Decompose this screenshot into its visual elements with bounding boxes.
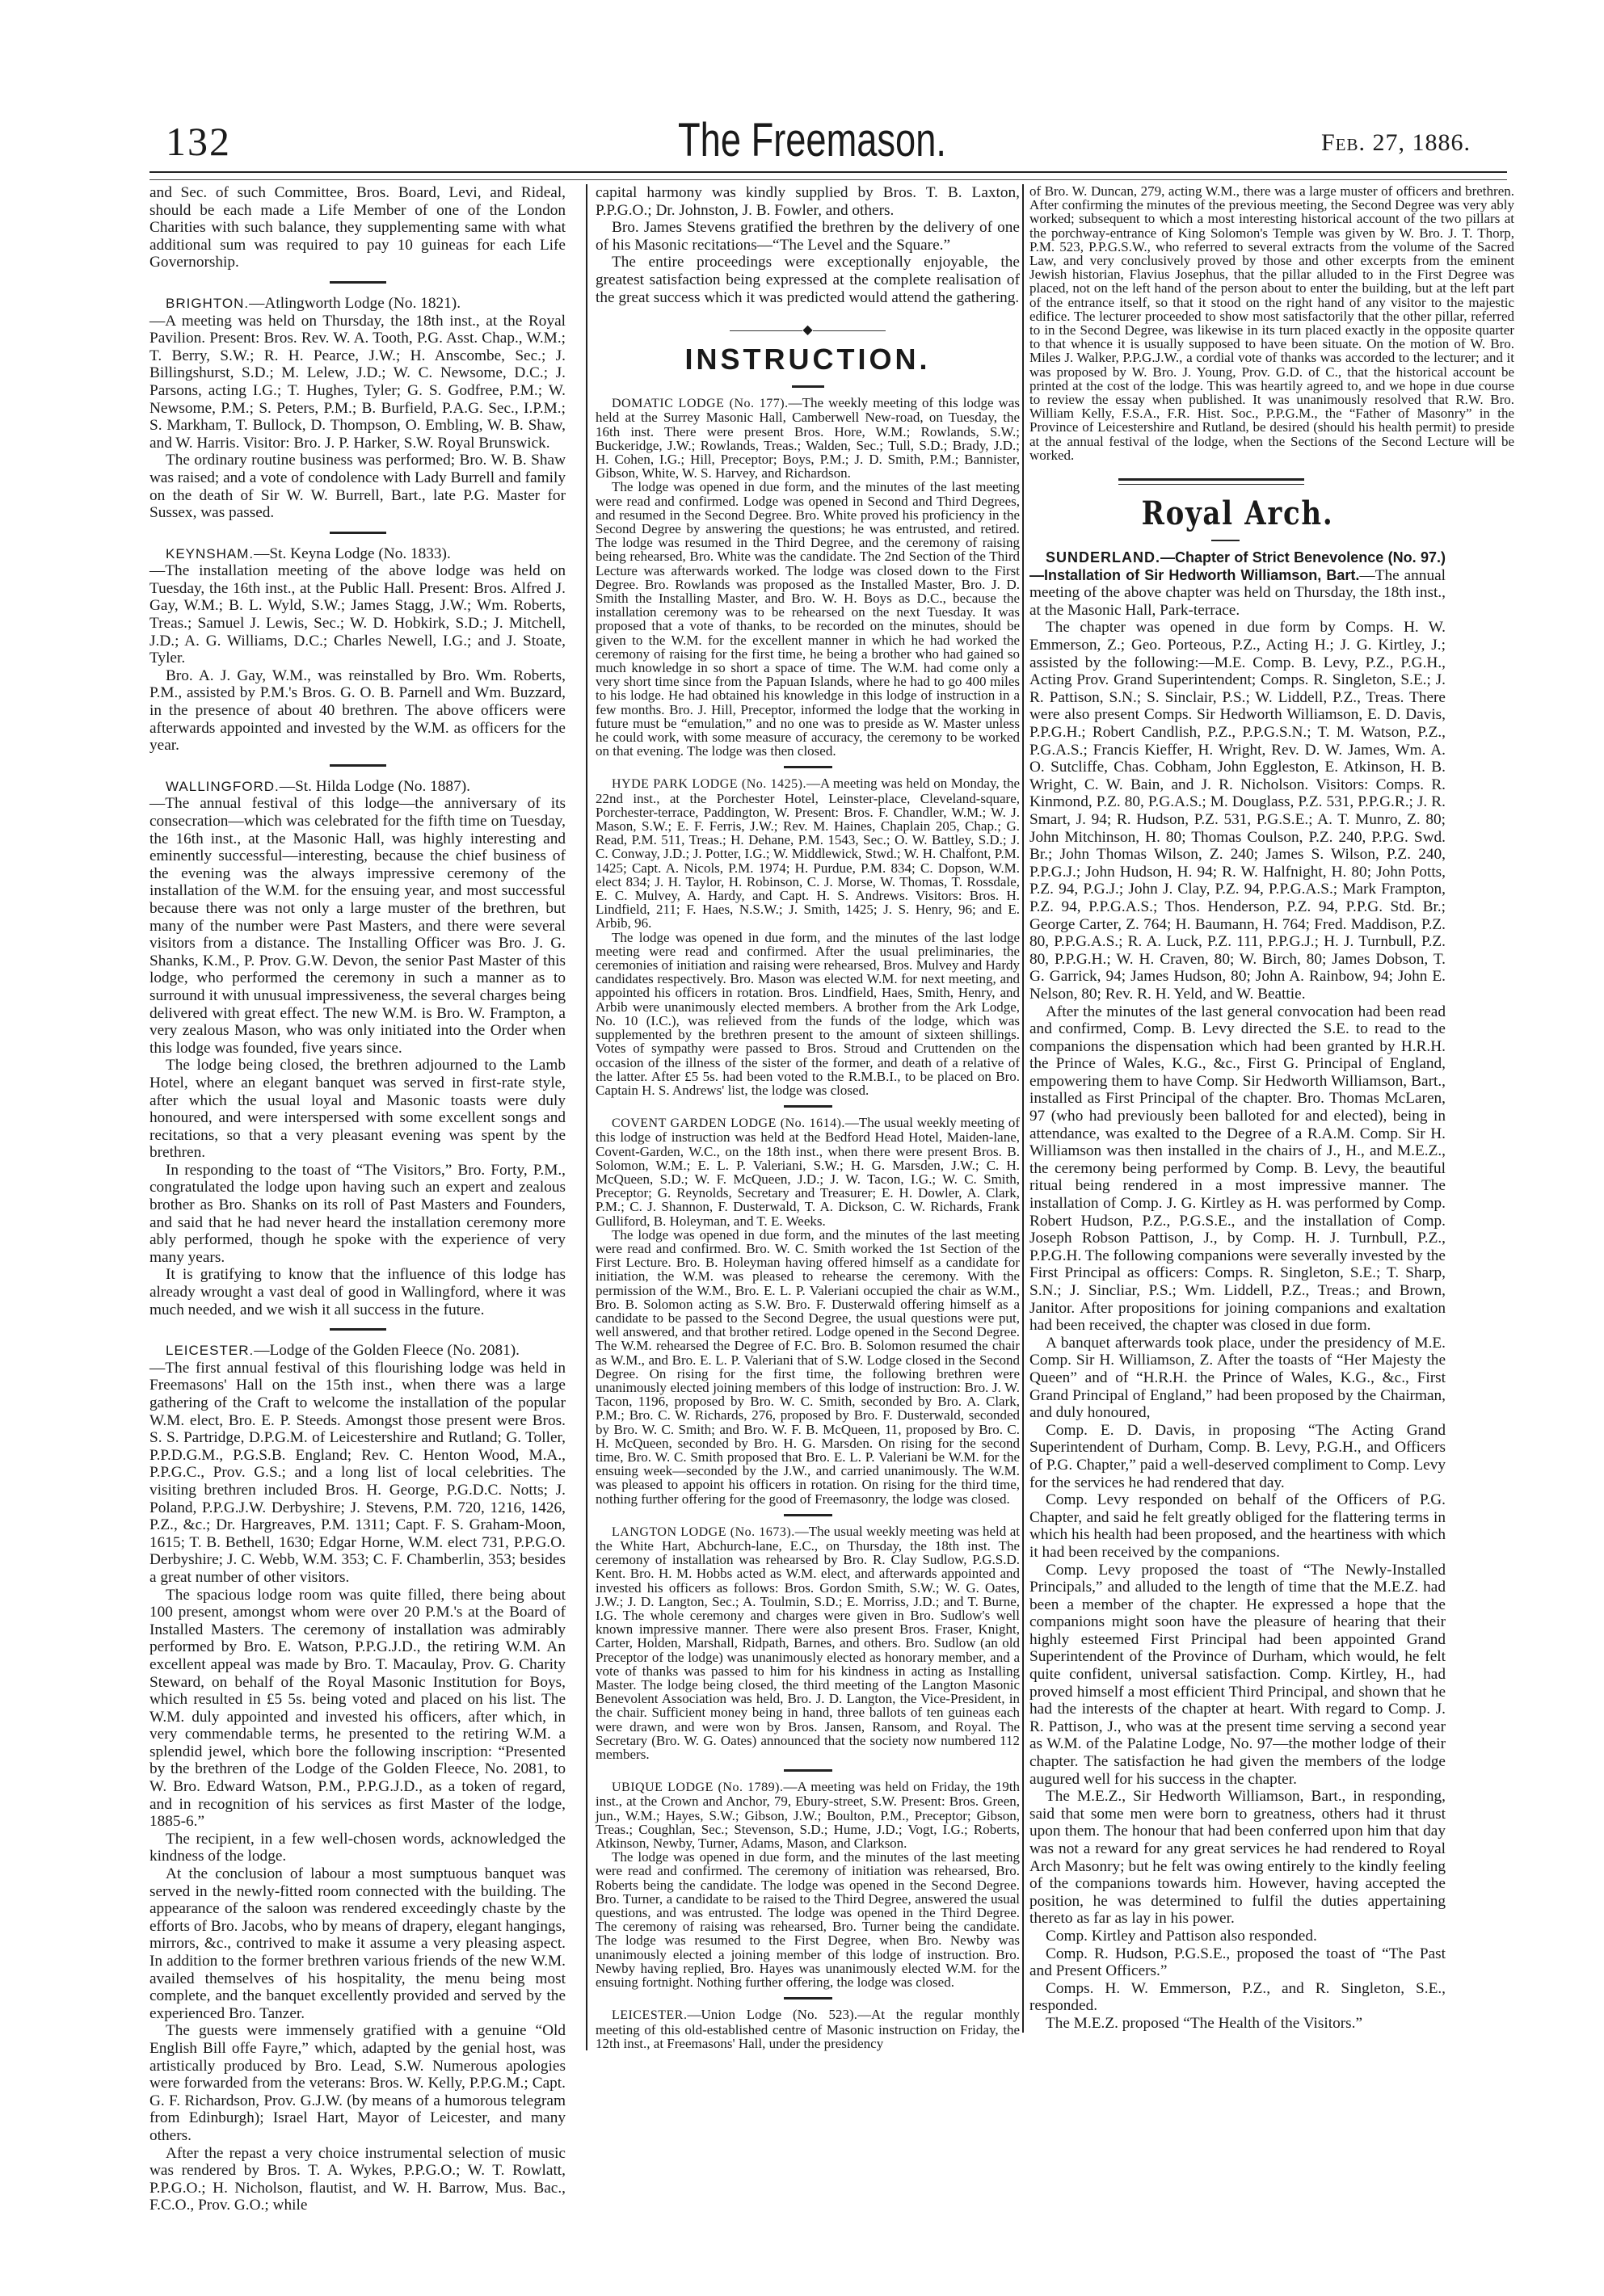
lodge-name: DOMATIC LODGE (No. 177). xyxy=(612,397,789,411)
article-paragraph: Comps. H. W. Emmerson, P.Z., and R. Singleton, S.E., responded. xyxy=(1029,1979,1446,2015)
article-text: —The usual weekly meeting of this lodge of instruction was held at the Bedford Head Hotel, Maiden-lane, Covent-Garden, W.C., on the 18th inst., when there were present Bros. B. Solomon, W.M.; E. L. P. Valeriani, S.W.; H. G. Marsden, J.W.; C. H. McQueen, S.D.; W. F. McQueen, J.D.; J. W. Tacon, I.G.; W. C. Smith, Preceptor; G. Reynolds, Secretary and Treasurer; E. H. Dowler, A. Clark, P.M.; C. J. Shannon, F. Dusterwald, T. A. Dickson, C. W. Richards, Frank Gulliford, B. Holeyman, and T. E. Weeks. xyxy=(596,1115,1020,1229)
article-text: —The usual weekly meeting was held at the White Hart, Abchurch-lane, E.C., on Thursday, the 18th inst. The ceremony of installation was rehearsed by Bro. R. Clay Sudlow, P.G.S.D. Kent. Bro. H. M. Hobbs acted as W.M. elect, and afterwards appointed and invested his officers as follows: Bros. Gordon Smith, S.W.; W. G. Oates, J.W.; J. D. Langton, Sec.; A. Toulmin, S.D.; E. Morriss, J.D.; and T. Burne, I.G. The whole ceremony and charges were given in Bro. Sudlow's well known impressive manner. There were also present Bros. Fraser, Knight, Carter, Holden, Marshall, Ridpath, Barnes, and others. Bro. Sudlow (an old Preceptor of the lodge) was unanimously elected as honorary member, and a vote of thanks was passed to him for his kindness in acting as Installing Master. The lodge being closed, the third meeting of the Langton Masonic Benevolent Association was held, Bro. J. D. Langton, the Vice-President, in the chair. Sufficient money being in hand, three ballots of ten guineas each were drawn, and were won by Bros. Jansen, Ransom, and Royal. The Secretary (Bro. W. G. Oates) announced that the society now numbered 112 members. xyxy=(596,1523,1021,1763)
article-paragraph: —The installation meeting of the above lodge was held on Tuesday, the 16th inst., at the Public Hall. Present: Bros. Alfred J. Gay, W.M.; B. L. Wyld, S.W.; James Stagg, J.W.; Wm. Roberts, Treas.; Samuel J. Lewis, Sec.; W. D. Hobkirk, S.D.; J. Mitchell, J.D.; A. G. Williams, D.C.; Charles Newell, I.G.; and J. Stoate, Tyler. xyxy=(149,562,566,667)
article-keynsham xyxy=(149,545,566,755)
article-domatic-lodge xyxy=(596,396,1020,758)
article-paragraph: The recipient, in a few well-chosen words, acknowledged the kindness of the lodge. xyxy=(149,1830,566,1865)
masthead xyxy=(121,113,1503,166)
article-text: —A meeting was held on Monday, the 22nd inst., at the Porchester Hotel, Leinster-place, Cleveland-square, Porchester-terrace, Paddington, W. Present: Bros. F. Chandler, W.M.; W. J. Mason, S.W.; E. F. Ferris, J.W.; Rev. M. Haines, Chaplain 205, Chap.; G. Read, P.M. 511, Treas.; H. Dehane, P.M. 1543, Sec.; O. W. Battley, S.D.; J. C. Conway, J.D.; J. Potter, I.G.; W. Middlewick, Stwd.; W. H. Chalfont, P.M. 1425; Capt. A. Nicols, P.M. 1974; H. Purdue, P.M. 834; C. Dopson, W.M. elect 834; J. H. Taylor, H. Robinson, C. J. Morse, W. Thomas, T. Rossdale, E. C. Mulvey, A. Hardy, and Capt. H. S. Andrews. Visitors: Bros. H. Lindfield, 211; F. Haes, N.S.W.; J. Smith, 1425; J. S. Henry, 96; and E. Arbib, 96. xyxy=(596,776,1020,931)
masthead-rule-thin xyxy=(149,179,1507,180)
article-covent-garden-lodge xyxy=(596,1116,1020,1506)
article-leicester xyxy=(149,1342,566,2214)
lodge-name: UBIQUE LODGE (No. 1789). xyxy=(612,1781,784,1795)
separator-rule xyxy=(784,1769,832,1772)
article-paragraph xyxy=(596,1780,1020,1850)
place-name: SUNDERLAND. xyxy=(1046,549,1161,566)
article-text: —Union Lodge (No. 523).—At the regular monthly meeting of this old-established centre of Masonic instruction on Friday, the 12th inst., at Freemasons' Hall, under the presidency xyxy=(596,2007,1020,2051)
place-name: KEYNSHAM. xyxy=(166,545,255,561)
article-paragraph: —A meeting was held on Thursday, the 18th inst., at the Royal Pavilion. Present: Bros. Rev. W. A. Tooth, P.G. Asst. Chap., W.M.; T. Berry, S.W.; R. H. Pearce, J.W.; H. Anscombe, Sec.; J. Billingshurst, S.D.; M. Lelew, J.D.; W. C. Newsome, D.C.; J. Parsons, acting I.G.; T. Hughes, Tyler; G. S. Godfree, P.M.; W. Newsome, P.M.; S. Peters, P.M.; B. Burfield, P.A.G. Sec., I.P.M.; S. Markham, T. Bullock, D. Thompson, O. Embling, W. B. Shaw, and W. Harris. Visitor: Bro. J. P. Harker, S.W. Royal Brunswick. xyxy=(149,312,566,452)
article-paragraph: The lodge was opened in due form, and the minutes of the last meeting were read and confirmed. Bro. W. C. Smith worked the 1st Section of the First Lecture. Bro. B. Holeyman having offered himself as a candidate for initiation, the W.M. was pleased to rehearse the ceremony. With the permission of the W.M., Bro. E. L. P. Valeriani occupied the chair as W.M., Bro. B. Solomon acting as S.W. Bro. F. Dusterwald offering himself as a candidate to be passed to the Second Degree, the usual questions were put, well answered, and that brother retired. Lodge opened in the Second Degree. The W.M. rehearsed the Degree of F.C. Bro. B. Solomon resumed the chair as W.M., and Bro. E. L. P. Valeriani that of S.W. Lodge closed in the Second Degree. On rising for the first time, the following brethren were unanimously elected joining members of this lodge of instruction: Bro. J. W. Tacon, 1196, proposed by Bro. W. C. Smith, seconded by Bro. A. Clark, P.M.; Bro. C. W. Richards, 276, proposed by Bro. F. Dusterwald, seconded by Bro. W. C. Smith; and Bro. W. F. B. McQueen, 11, proposed by Bro. C. H. McQueen, seconded by Bro. H. G. Marsden. On rising for the second time, Bro. W. C. Smith proposed that Bro. E. L. P. Valeriani be W.M. for the ensuing week—seconded by the J.W., and carried unanimously. The W.M. was pleased to appoint his officers in rotation. On rising for the third time, nothing further offering for the good of Freemasonry, the lodge was closed. xyxy=(596,1226,1020,1507)
article-paragraph xyxy=(596,396,1020,480)
article-paragraph: The lodge was opened in due form, and the minutes of the last lodge meeting were read and confirmed. After the usual preliminaries, the ceremonies of initiation and raising were rehearsed, Bros. Mulvey and Hardy candidates respectively. Bro. Mason was elected W.M. for next meeting, and appointed his officers in rotation. Bros. Lindfield, Haes, Smith, Henry, and Arbib were unanimously elected members. A brother from the Ark Lodge, No. 10 (I.C.), was relieved from the funds of the lodge, which was supplemented by the brethren present to the amount of sixteen shillings. Votes of sympathy were passed to Bros. Stroud and Cruttenden on the occasion of the illness of the sister of the former, and death of a relative of the latter. After £5 5s. had been voted to the R.M.B.I., to be placed on Bro. Captain H. S. Andrews' list, the lodge was closed. xyxy=(596,929,1020,1098)
chapter-name: —Chapter of Strict Benevolence (No. 97.)—Installation of Sir Hedworth Williamson, Bart. xyxy=(1029,549,1446,583)
separator-rule xyxy=(330,532,386,534)
place-name: WALLINGFORD. xyxy=(166,778,280,794)
article-paragraph: Comp. Levy proposed the toast of “The Newly-Installed Principals,” and alluded to the length of time that the M.E.Z. had been a member of the chapter. He expressed a hope that the companions might soon have the pleasure of hearing that their highly esteemed First Principal had been appointed Grand Superintendent of the Province of Durham, which would, he felt quite confident, universal satisfaction. Comp. Kirtley, H., had proved himself a most efficient Third Principal, and shown that he had the interests of the chapter at heart. With regard to Comp. J. R. Pattison, J., who was at the present time serving a second year as W.M. of the Palatine Lodge, No. 97—the mother lodge of their chapter. The satisfaction he had given the members of the lodge augured well for his success in the chapter. xyxy=(1029,1561,1446,1788)
article-paragraph xyxy=(596,776,1020,930)
article-paragraph: The spacious lodge room was quite filled, there being about 100 present, amongst whom were over 20 P.M.'s at the Board of Installed Masters. The ceremony of installation was admirably performed by Bro. E. Watson, P.P.G.J.D., the retiring W.M. An excellent appeal was made by Bro. T. Macaulay, Prov. G. Charity Steward, on behalf of the Royal Masonic Institution for Boys, which resulted in £5 5s. being voted and placed on his list. The W.M. duly appointed and invested his officers, after which, in very commendable terms, he presented to the retiring W.M. a splendid jewel, which bore the following inscription: “Presented by the brethren of the Lodge of the Golden Fleece, No. 2081, to W. Bro. Edward Watson, P.M., P.P.G.J.D., as a token of regard, and in recognition of his services as first Master of the lodge, 1885-6.” xyxy=(149,1586,566,1831)
masthead-rule xyxy=(149,171,1507,173)
lodge-name: —St. Keyna Lodge (No. 1833). xyxy=(254,545,451,562)
place-name: BRIGHTON. xyxy=(166,295,250,311)
section-title-instruction: INSTRUCTION. xyxy=(684,343,931,376)
article-langton-lodge xyxy=(596,1524,1020,1761)
article-paragraph: The lodge was opened in due form, and the minutes of the last meeting were read and confirmed. Lodge was opened in Second and Third Degrees, and resumed in the Second Degree. Bro. White proved his proficiency in the Second Degree by answering the questions; he was entrusted, and retired. The lodge was resumed in the Third Degree, and the ceremony of raising being rehearsed, Bro. White was the candidate. The 2nd Section of the Third Lecture was afterwards worked. The lodge was closed down to the First Degree. Bro. Rowlands was proposed as the Installed Master, Bro. J. D. Smith the Installing Master, and Bro. W. H. Boys as D.C., because the installation ceremony was to be rehearsed on the next Tuesday. It was proposed that a vote of thanks, to be recorded on the minutes, should be given to the W.M. for the excellent manner in which he had worked the ceremony of raising for the first time, he being a brother who had gained so much knowledge in so short a space of time. The W.M. had come only a very short time since from the Papuan Islands, where he had to go 400 miles to his lodge. He had obtained his knowledge in this lodge of instruction in a few months. Bro. J. Hill, Preceptor, informed the lodge that the working in future must be “emulation,” and no one was to preside as W. Master unless he could work, with some measure of accuracy, the ceremony to be worked on that evening. The lodge was then closed. xyxy=(596,479,1020,759)
continuation-paragraph: Bro. James Stevens gratified the brethren by the delivery of one of his Masonic recitations—“The Level and the Square.” xyxy=(596,219,1020,254)
continuation-paragraph: capital harmony was kindly supplied by Bros. T. B. Laxton, P.P.G.O.; Dr. Johnston, J. B. Fowler, and others. xyxy=(596,184,1020,219)
article-paragraph: After the repast a very choice instrumental selection of music was rendered by Bros. T. A. Wykes, P.P.G.O.; W. T. Rowlatt, P.P.G.O.; H. Nicholson, flautist, and W. H. Barrow, Mus. Bac., F.C.O., Prov. G.O.; while xyxy=(149,2144,566,2214)
article-paragraph: The M.E.Z. proposed “The Health of the Visitors.” xyxy=(1046,2014,1363,2032)
place-name: LEICESTER. xyxy=(612,2008,688,2023)
section-title-royal-arch: Royal Arch. xyxy=(1141,494,1334,533)
article-leicester-union-lodge xyxy=(596,2008,1020,2050)
article-heading xyxy=(149,545,566,563)
article-hyde-park-lodge xyxy=(596,776,1020,1097)
article-paragraph: In responding to the toast of “The Visitors,” Bro. Forty, P.M., congratulated the lodge upon having such an expert and zealous brother as Bro. Shanks on its roll of Past Masters and Founders, and said that he had never heard the installation ceremony more ably performed, though he spoke with the experience of very many years. xyxy=(149,1161,566,1266)
article-paragraph: Comp. Levy responded on behalf of the Officers of P.G. Chapter, and said he felt greatly obliged for the flattering terms in which his health had been proposed, and the heartiness with which it had been received by the companions. xyxy=(1029,1491,1446,1561)
continuation-paragraph: of Bro. W. Duncan, 279, acting W.M., there was a large muster of officers and brethren. After confirming the minutes of the previous meeting, the Second Degree was very ably worked; subsequent to which a most interesting historical account of the two pillars at the porchway-entrance of King Solomon's Temple was given by W. Bro. J. T. Thorp, P.M. 523, P.P.G.S.W., who referred to several extracts from the volume of the Sacred Law, and very conclusively proved by those and other excerpts from the eminent Jewish historian, Flavius Josephus, that the pillar alluded to in the First Degree was placed, not on the left hand of the person about to enter the building, but at the left part of the entrance itself, so that it stood on the right hand of any visitor to the majestic edifice. The lecturer proceeded to show most satisfactorily that the other pillar, referred to in the Second Degree, was likewise in its turn placed exactly in the opposite quarter to that whence it is usually supposed to have been situate. On the motion of W. Bro. Miles J. Walker, P.P.G.J.W., a cordial vote of thanks was accorded to the lecturer; and it was proposed by W. Bro. J. Young, Prov. G.D. of C., that the historical account be printed at the cost of the lodge. This was heartily agreed to, and we hope in due course to review the essay when published. It was unanimously resolved that R.W. Bro. William Kelly, F.S.A., F.R. Hist. Soc., P.P.G.M., the “Father of Masonry” in the Province of Leicestershire and Rutland, be desired (should his health permit) to preside at the annual festival of the lodge, when the Sections of the Second Lecture will be worked. xyxy=(1029,183,1514,463)
separator-rule xyxy=(330,764,386,767)
article-heading xyxy=(149,1342,566,1360)
article-paragraph: The lodge was opened in due form, and the minutes of the last meeting were read and confirmed. The ceremony of initiation was rehearsed, Bro. Roberts being the candidate. The lodge was opened in the Second Degree. Bro. Turner, a candidate to be raised to the Third Degree, answered the usual questions, and was entrusted. The lodge was opened in the Third Degree. The ceremony of raising was rehearsed, Bro. Turner being the candidate. The lodge was resumed to the First Degree, when Bro. Newby was unanimously elected a joining member of this lodge of instruction. Bro. Newby having replied, Bro. Hayes was unanimously elected W.M. for the ensuing fortnight. Nothing further offering, the lodge was closed. xyxy=(596,1849,1020,1991)
article-paragraph xyxy=(596,1524,1020,1761)
article-paragraph: —The annual festival of this lodge—the anniversary of its consecration—which was celebrated for the fifth time on Tuesday, the 16th inst., at the Masonic Hall, was highly interesting and eminently successful—interesting, because the chief business of the evening was the always impressive ceremony of the installation of the W.M. for the ensuing year, and most successful because there was not only a large muster of the brethren, but many of the number were Past Masters, and there were several visitors from a distance. The Installing Officer was Bro. J. G. Shanks, K.M., P. Prov. G.W. Devon, the senior Past Master of this lodge, who performed the ceremony in such a manner as to surround it with unusual impressiveness, the several charges being delivered with great effect. The new W.M. is Bro. W. Frampton, a very zealous Mason, who was only initiated into the Order when this lodge was founded, five years since. xyxy=(149,795,566,1057)
article-paragraph: The ordinary routine business was performed; Bro. W. B. Shaw was raised; and a vote of condolence with Lady Burrell and family on the death of Sir W. W. Burrell, Bart., late P.G. Master for Sussex, was passed. xyxy=(149,452,566,522)
lodge-name: COVENT GARDEN LODGE (No. 1614). xyxy=(612,1116,845,1131)
continuation-paragraph: and Sec. of such Committee, Bros. Board, Levi, and Rideal, should be each made a Life Member of one of the London Charities with such balance, they supplementing same with what additional sum was required to pay 10 guineas for each Life Governorship. xyxy=(149,184,566,271)
article-paragraph: It is gratifying to know that the influence of this lodge has already wrought a vast deal of good in Wallingford, where it was much needed, and we wish it all success in the future. xyxy=(149,1266,566,1318)
article-paragraph: —The first annual festival of this flourishing lodge was held in Freemasons' Hall on the 15th inst., when there was a large gathering of the Craft to welcome the installation of the popular W.M. elect, Bro. E. P. Steeds. Amongst those present were Bros. S. S. Partridge, D.P.G.M. of Leicestershire and Rutland; G. Toller, P.P.D.G.M., P.G.S.B. England; Rev. C. Henton Wood, M.A., P.P.G.C., Prov. G.S.; and a long list of local celebrities. The visiting brethren included Bros. H. George, P.G.D.C. Notts; J. Poland, P.P.G.J.W. Derbyshire; J. Stevens, P.M. 720, 1216, 1426, P.Z., &c.; Dr. Hargreaves, P.M. 1311; Capt. F. S. Graham-Moon, 1615; T. B. Bethell, 1630; Edgar Horne, W.M. elect 731, P.P.G.O. Derbyshire; J. C. Webb, W.M. 353; C. F. Chamberlin, 353; besides a great number of other visitors. xyxy=(149,1359,566,1586)
publication-title: The Freemason. xyxy=(678,114,946,166)
article-text: —A meeting was held on Friday, the 19th inst., at the Crown and Anchor, 79, Ebury-street, S.W. Present: Bros. Green, jun., W.M.; Hayes, S.W.; Gibson, J.W.; Boulton, P.M., Preceptor; Gibson, Treas.; Coughlan, Sec.; Stevenson, S.D.; Hume, J.D.; Vogt, I.G.; Roberts, Atkinson, Newby, Turner, Adams, Mason, and Clarkson. xyxy=(596,1779,1021,1852)
article-paragraph: The lodge being closed, the brethren adjourned to the Lamb Hotel, where an elegant banquet was served in first-rate style, after which the usual loyal and Masonic toasts were duly honoured, and were interspersed with some excellent songs and recitations, so that a very pleasant evening was spent by the brethren. xyxy=(149,1057,566,1162)
column-left xyxy=(149,184,566,2214)
article-text: —The annual meeting of the above chapter was held on Thursday, the 18th inst., at the Masonic Hall, Park-terrace. xyxy=(1029,566,1446,619)
article-paragraph: Bro. A. J. Gay, W.M., was reinstalled by Bro. Wm. Roberts, P.M., assisted by P.M.'s Bros. G. O. B. Parnell and Wm. Buzzard, in the presence of about 40 brethren. The above officers were afterwards appointed and invested by the W.M. as officers for the year. xyxy=(149,667,566,755)
article-paragraph: After the minutes of the last general convocation had been read and confirmed, Comp. B. Levy directed the S.E. to read to the companions the dispensation which had been granted by H.R.H. the Prince of Wales, K.G., &c., First G. Principal of England, empowering them to have Comp. Sir Hedworth Williamson, Bart., installed as First Principal of the chapter. Bro. Thomas McLaren, 97 (who had previously been balloted for and elected), being in attendance, was exalted to the Degree of a R.A.M. Comp. Sir H. Williamson was then installed in the chairs of J., H., and M.E.Z., the ceremony being performed by Comp. B. Levy, the beautiful ritual being rendered in a most impressive manner. The installation of Comp. J. G. Kirtley as H. was performed by Comp. Robert Hudson, P.Z., P.G.S.E., and the installation of Comp. Joseph Robson Pattison, J., by Comp. H. J. Turnbull, P.Z., P.P.G.H. The following companions were severally invested by the First Principal as officers: Comps. R. Singleton, S.E.; T. Sharp, S.N.; J. Sincliar, P.S.; Wm. Liddell, P.Z., Treas.; and Brown, Janitor. After propositions for joining companions and exaltation had been received, the chapter was closed in due form. xyxy=(1029,1003,1446,1335)
issue-date: Feb. 27, 1886. xyxy=(1320,129,1471,156)
article-heading xyxy=(149,778,566,796)
separator-rule xyxy=(330,281,386,284)
double-rule-divider xyxy=(1118,478,1304,485)
separator-rule xyxy=(784,1105,832,1108)
article-paragraph: Comp. Kirtley and Pattison also responded. xyxy=(1046,1927,1317,1945)
place-name: LEICESTER. xyxy=(166,1343,255,1359)
article-paragraph: A banquet afterwards took place, under the presidency of M.E. Comp. Sir H. Williamson, Z. After the toasts of “Her Majesty the Queen” and of “H.R.H. the Prince of Wales, K.G., &c., First Grand Principal of England,” had been proposed by the Chairman, and duly honoured, xyxy=(1029,1334,1446,1422)
separator-rule xyxy=(784,1997,832,2000)
column-right xyxy=(1022,184,1514,2033)
article-paragraph: The chapter was opened in due form by Comps. H. W. Emmerson, Z.; Geo. Porteous, P.Z., Acting H.; J. G. Kirtley, J.; assisted by the following:—M.E. Comp. B. Levy, P.Z., P.G.H., Acting Prov. Grand Superintendent; Comps. R. Singleton, S.E.; J. R. Pattison, S.N.; S. Sinclair, P.S.; W. Liddell, P.Z., Treas. There were also present Comps. Sir Hedworth Williamson, E. D. Davis, P.P.G.H.; Robert Candlish, P.Z., P.P.G.S.N.; T. M. Watson, P.Z., P.G.A.S.; Francis Kieffer, H. Wright, Rev. D. W. James, Wm. A. O. Sutcliffe, Chas. Cobham, John Eggleston, E. Atkinson, H. B. Wright, C. W. Bain, and J. R. Nicholson. Visitors: Comps. R. Kinmond, P.Z. 80, P.G.A.S.; M. Douglass, P.Z. 531, P.P.G.R.; J. R. Smart, J. 94; R. Hudson, P.Z. 531, P.G.S.E.; A. T. Munro, Z. 80; John Mitchinson, H. 80; Thomas Coulson, P.Z. 240, P.P.G. Swd. Br.; John Thomas Wilson, Z. 240; James S. Wilson, P.Z. 240, P.P.G.J.; John Hudson, H. 94; R. W. Halfnight, H. 80; John Potts, P.Z. 94, P.G.J.; John J. Clay, P.Z. 94, P.P.G.A.S.; Mark Frampton, P.Z. 94, P.P.G.A.S.; Thos. Henderson, P.Z. 94, P.P.G. Std. Br.; George Carter, Z. 764; H. Baumann, H. 764; Fred. Maddison, P.Z. 80, P.P.G.A.S.; R. A. Luck, P.Z. 111, P.P.G.J.; H. J. Turnbull, P.Z. 80, P.P.G.H.; W. H. Craven, 80; W. Birch, 80; James Dobson, T. G. Garrick, 94; James Hudson, 80; John A. Rainbow, 94; John E. Nelson, 80; Rev. R. H. Yeld, and W. Beattie. xyxy=(1029,619,1446,1003)
separator-rule xyxy=(330,1328,386,1331)
lodge-name: —St. Hilda Lodge (No. 1887). xyxy=(279,777,470,795)
article-heading xyxy=(1029,549,1446,619)
lodge-name: LANGTON LODGE (No. 1673). xyxy=(612,1524,795,1539)
lodge-name: —Atlingworth Lodge (No. 1821). xyxy=(249,294,461,312)
separator-rule xyxy=(1211,540,1240,541)
separator-rule xyxy=(792,385,824,388)
article-wallingford xyxy=(149,778,566,1318)
lodge-name: HYDE PARK LODGE (No. 1425). xyxy=(612,777,806,792)
article-paragraph: At the conclusion of labour a most sumptuous banquet was served in the newly-fitted room connected with the building. The appearance of the saloon was rendered exceedingly chaste by the efforts of Bro. Jacobs, who by means of drapery, elegant hangings, mirrors, &c., contrived to make it assume a very pleasing aspect. In addition to the former brethren various friends of the new W.M. availed themselves of his hospitality, the menu being most complete, and the banquet excellently provided and served by the experienced Bro. Tanzer. xyxy=(149,1865,566,2022)
column-middle xyxy=(586,184,1020,2050)
article-brighton xyxy=(149,295,566,522)
lodge-name: —Lodge of the Golden Fleece (No. 2081). xyxy=(254,1342,520,1360)
article-paragraph xyxy=(596,2008,1020,2050)
article-ubique-lodge xyxy=(596,1780,1020,1989)
ornament-divider: ◆ xyxy=(596,324,1020,337)
article-heading xyxy=(149,295,566,313)
article-sunderland xyxy=(1029,549,1446,2032)
article-paragraph: The guests were immensely gratified with a genuine “Old English Bill offe Fayre,” which, adapted by the genial host, was artistically produced by Bro. Lead, S.W. Numerous apologies were forwarded from the veterans: Bros. W. Kelly, P.P.G.M.; Capt. G. F. Richardson, Prov. G.J.W. (by means of a humorous telegram from Edinburgh); Israel Hart, Mayor of Leicester, and many others. xyxy=(149,2022,566,2144)
article-paragraph: The M.E.Z., Sir Hedworth Williamson, Bart., in responding, said that some men were born to greatness, others had it thrust upon them. The honour that had been conferred upon him that day was not a reward for any great services he had rendered to Royal Arch Masonry; but he felt was owing entirely to the kindly feeling of the companions towards him. However, having accepted the position, he was determined to fulfil the duties appertaining thereto as far as lay in his power. xyxy=(1029,1788,1446,1928)
separator-rule xyxy=(784,766,832,768)
article-text: —The weekly meeting of this lodge was held at the Surrey Masonic Hall, Camberwell New-road, on Tuesday, the 16th inst. There were present Bros. Hore, W.M.; Rowlands, S.W.; Buckeridge, J.W.; Rowlands, Treas.; Walden, Sec.; Tull, S.D.; Brady, J.D.; H. Cohen, I.G.; Hill, Preceptor; Boys, P.M.; J. D. Smith, P.M.; Bannister, Gibson, White, W. S. Harvey, and Richardson. xyxy=(596,395,1020,481)
continuation-paragraph: The entire proceedings were exceptionally enjoyable, the greatest satisfaction being expressed at the complete realisation of the great success which it was predicted would attend the gathering. xyxy=(596,254,1020,306)
article-paragraph: Comp. R. Hudson, P.G.S.E., proposed the toast of “The Past and Present Officers.” xyxy=(1029,1945,1446,1980)
continuation-block xyxy=(596,184,1020,306)
article-paragraph xyxy=(596,1116,1020,1228)
article-paragraph: Comp. E. D. Davis, in proposing “The Acting Grand Superintendent of Durham, Comp. B. Levy, P.G.H., and Officers of P.G. Chapter,” paid a well-deserved compliment to Comp. Levy for the services he had rendered that day. xyxy=(1029,1421,1446,1491)
separator-rule xyxy=(784,1514,832,1516)
page-number: 132 xyxy=(166,119,231,164)
